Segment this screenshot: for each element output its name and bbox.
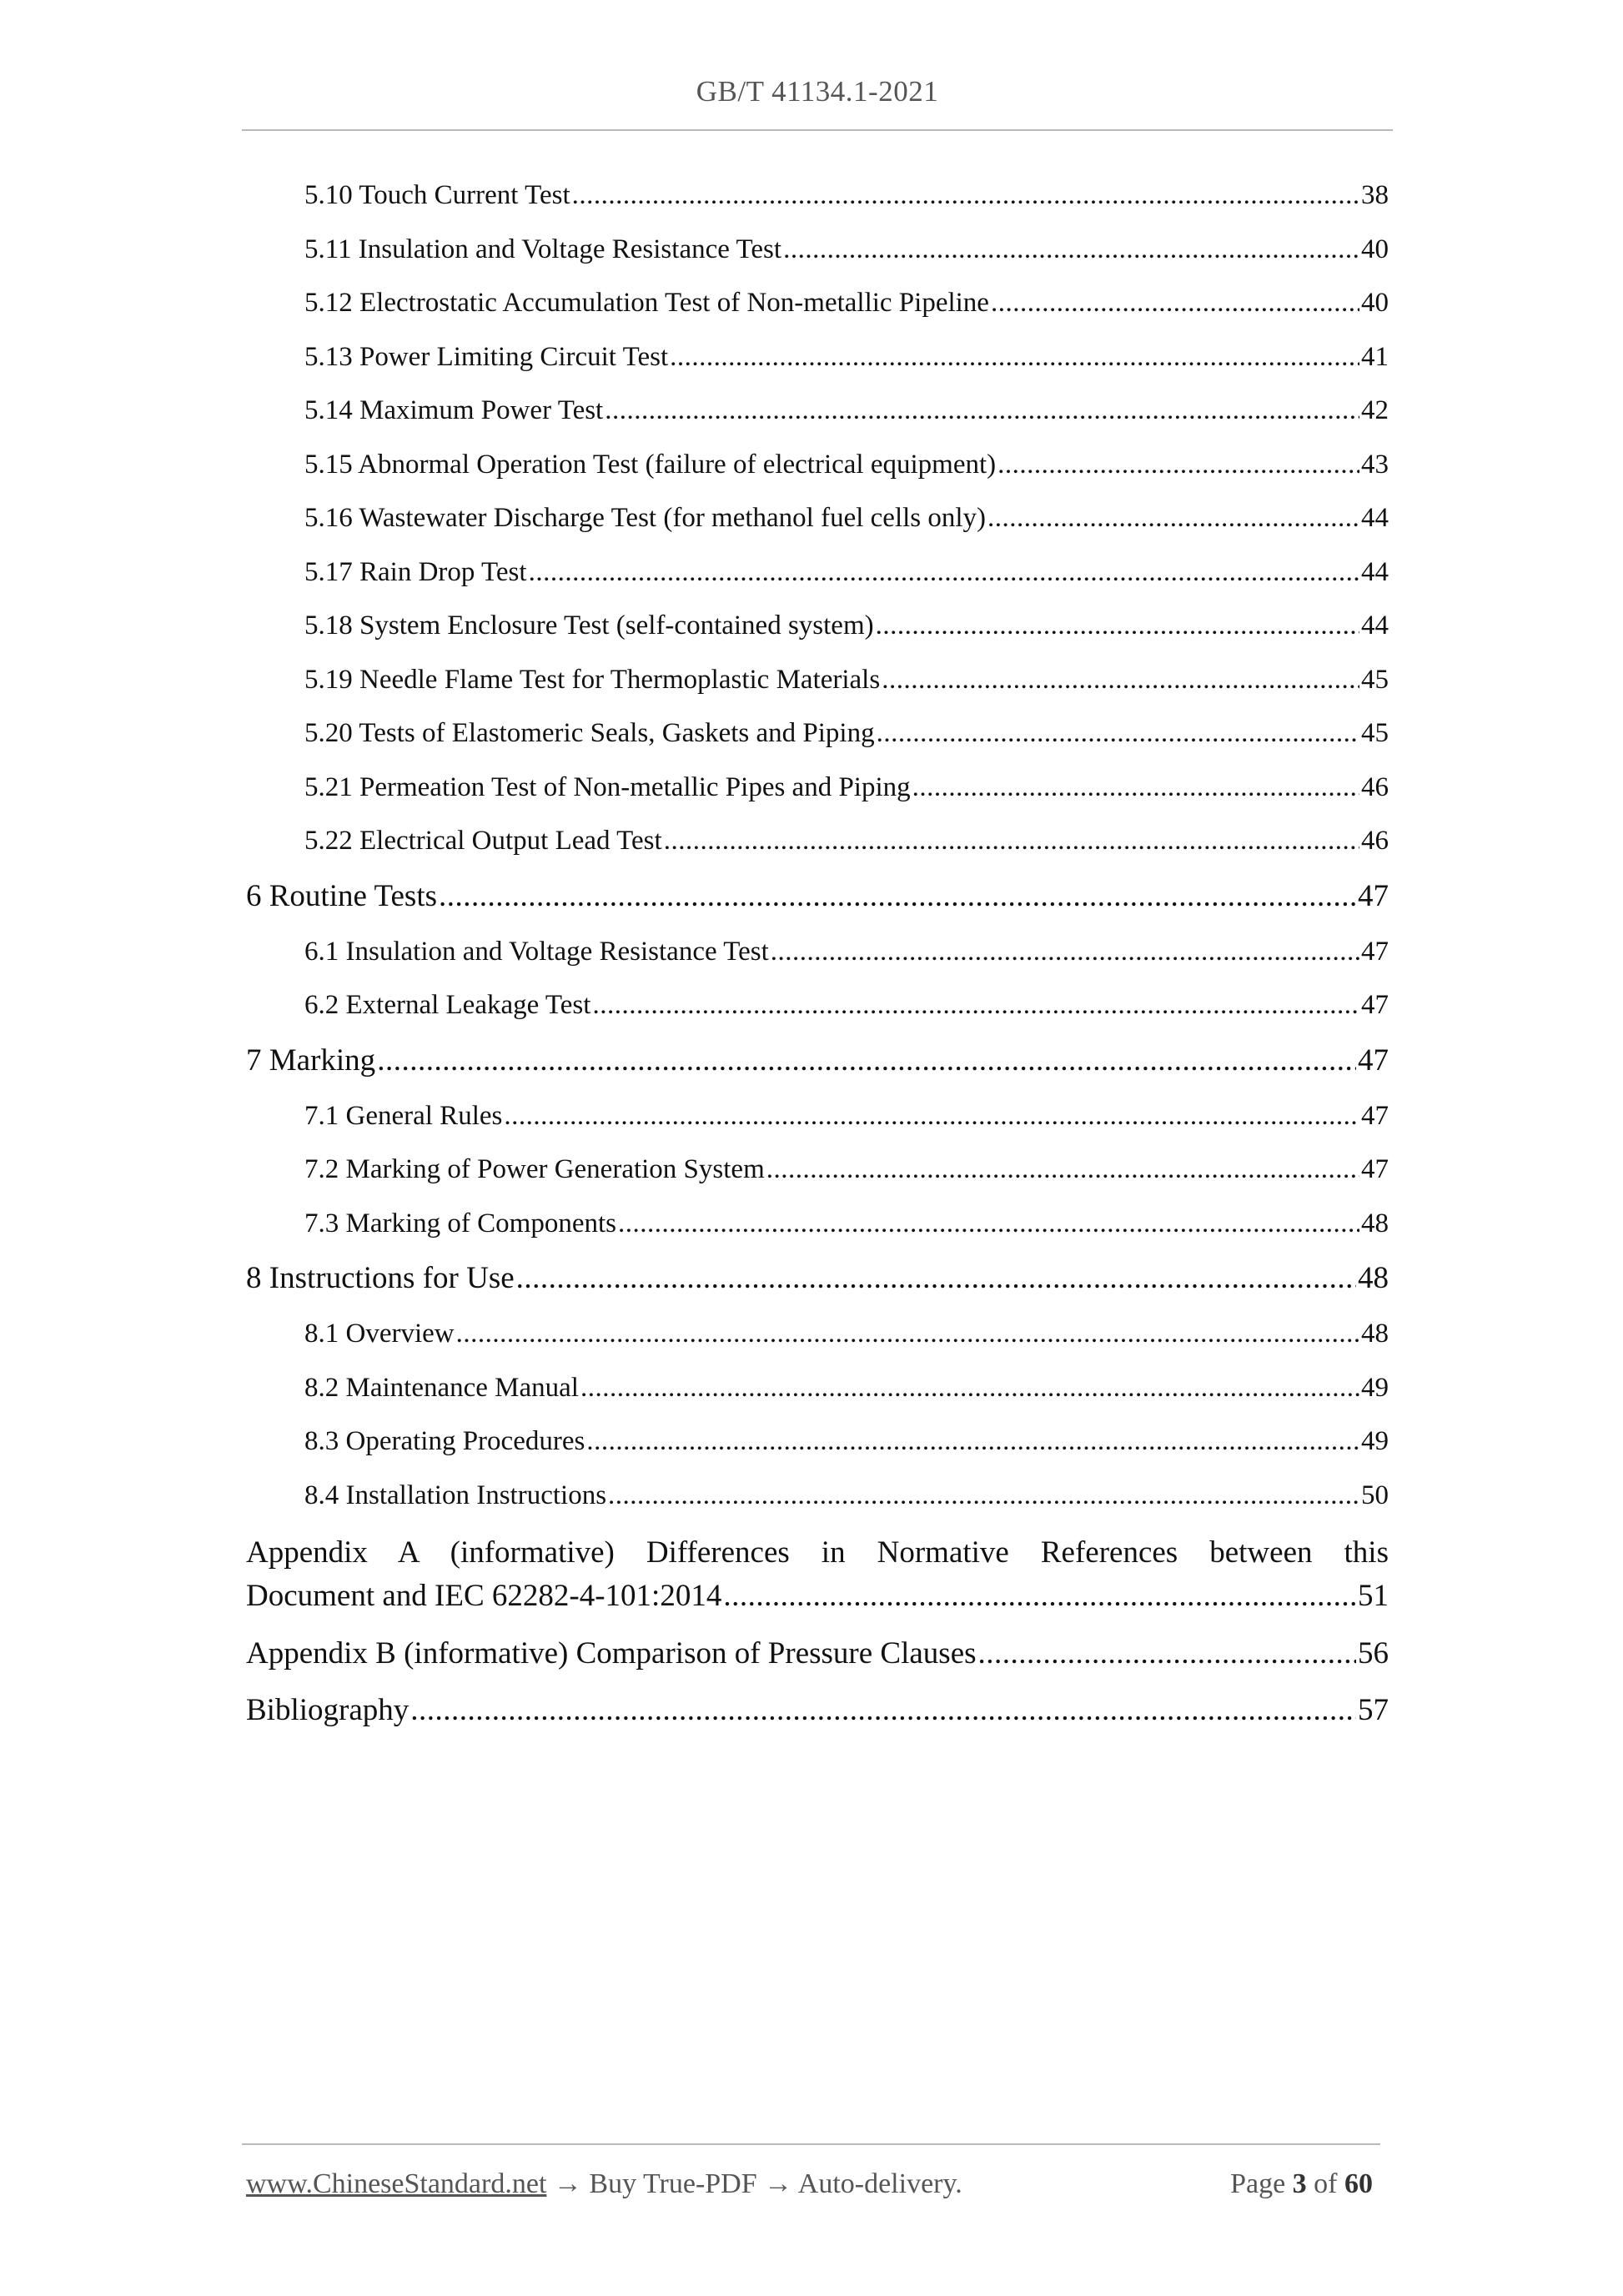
toc-entry-title: 8.3 Operating Procedures	[304, 1426, 585, 1456]
toc-entry-appendix-b[interactable]	[246, 1635, 1389, 1673]
toc-entry-page: 40	[1361, 288, 1389, 318]
toc-entry-5-19[interactable]	[246, 662, 1389, 697]
page-number	[1230, 2168, 1373, 2200]
toc-entry-8-1[interactable]	[246, 1316, 1389, 1351]
toc-entry-page: 46	[1361, 771, 1389, 802]
toc-entry-8-2[interactable]	[246, 1370, 1389, 1405]
toc-entry-5-13[interactable]	[246, 339, 1389, 374]
toc-entry-7-2[interactable]	[246, 1152, 1389, 1187]
toc-entry-page: 47	[1361, 1100, 1389, 1131]
toc-entry-title: 5.21 Permeation Test of Non-metallic Pipes and Piping	[304, 771, 911, 802]
page-current: 3	[1292, 2168, 1307, 2199]
toc-entry-bibliography[interactable]	[246, 1691, 1389, 1730]
toc-leader-dots	[912, 770, 1359, 805]
toc-leader-dots	[456, 1316, 1359, 1351]
toc-entry-title: 7 Marking	[246, 1042, 376, 1078]
toc-entry-title: 8.4 Installation Instructions	[304, 1480, 607, 1510]
toc-entry-page: 48	[1361, 1208, 1389, 1238]
toc-entry-page: 49	[1361, 1372, 1389, 1403]
page-total: 60	[1344, 2168, 1373, 2199]
toc-leader-dots	[877, 716, 1359, 751]
toc-entry-title: 7.3 Marking of Components	[304, 1208, 616, 1238]
toc-leader-dots	[410, 1691, 1356, 1730]
toc-entry-title: 5.20 Tests of Elastomeric Seals, Gaskets and Piping	[304, 718, 875, 748]
toc-leader-dots	[876, 608, 1359, 643]
toc-entry-title: 5.16 Wastewater Discharge Test (for methanol fuel cells only)	[304, 503, 987, 533]
toc-entry-title: 6.2 External Leakage Test	[304, 990, 591, 1020]
toc-entry-title: Bibliography	[246, 1693, 410, 1727]
toc-entry-5-14[interactable]	[246, 393, 1389, 428]
toc-entry-page: 49	[1361, 1426, 1389, 1456]
toc-entry-8[interactable]	[246, 1259, 1389, 1298]
toc-entry-page: 47	[1358, 878, 1389, 913]
toc-leader-dots	[529, 555, 1359, 590]
toc-entry-page: 45	[1361, 718, 1389, 748]
toc-leader-dots	[618, 1206, 1359, 1241]
toc-entry-7-3[interactable]	[246, 1206, 1389, 1241]
toc-entry-5-20[interactable]	[246, 716, 1389, 751]
toc-entry-page: 51	[1358, 1579, 1389, 1613]
toc-entry-title: 7.2 Marking of Power Generation System	[304, 1154, 765, 1184]
toc-entry-title: 6.1 Insulation and Voltage Resistance Test	[304, 936, 769, 967]
toc-entry-title: 5.15 Abnormal Operation Test (failure of electrical equipment)	[304, 449, 997, 480]
toc-leader-dots	[991, 285, 1359, 320]
buy-text: Buy True-PDF	[589, 2168, 757, 2199]
toc-entry-title: 8.2 Maintenance Manual	[304, 1372, 579, 1403]
toc-entry-title: 5.11 Insulation and Voltage Resistance Test	[304, 234, 782, 264]
toc-entry-page: 48	[1361, 1319, 1389, 1349]
toc-leader-dots	[670, 339, 1359, 374]
toc-leader-dots	[766, 1152, 1359, 1187]
toc-entry-page: 45	[1361, 664, 1389, 695]
toc-leader-dots	[664, 823, 1359, 858]
toc-entry-page: 41	[1361, 341, 1389, 372]
header-divider	[242, 129, 1393, 131]
footer-promo	[246, 2168, 962, 2200]
toc-entry-8-4[interactable]	[246, 1478, 1389, 1513]
toc-entry-page: 46	[1361, 826, 1389, 856]
toc-leader-dots	[608, 1478, 1359, 1513]
toc-entry-5-18[interactable]	[246, 608, 1389, 643]
toc-entry-title: 5.10 Touch Current Test	[304, 180, 570, 210]
toc-entry-title-line2: Document and IEC 62282-4-101:2014	[246, 1579, 722, 1613]
toc-entry-5-22[interactable]	[246, 823, 1389, 858]
page-word: Page	[1230, 2168, 1286, 2199]
footer-divider	[242, 2143, 1380, 2145]
toc-entry-title: Appendix B (informative) Comparison of Pressure Clauses	[246, 1636, 977, 1671]
toc-entry-title: 8 Instructions for Use	[246, 1261, 515, 1295]
toc-entry-page: 47	[1361, 936, 1389, 967]
toc-leader-dots	[592, 987, 1359, 1022]
toc-entry-title: 5.18 System Enclosure Test (self-contained system)	[304, 610, 874, 641]
toc-entry-title: 5.17 Rain Drop Test	[304, 556, 527, 587]
toc-entry-5-16[interactable]	[246, 500, 1389, 535]
toc-entry-appendix-a[interactable]	[246, 1531, 1389, 1618]
toc-entry-5-11[interactable]	[246, 232, 1389, 267]
toc-entry-page: 44	[1361, 503, 1389, 533]
toc-leader-dots	[586, 1424, 1359, 1459]
toc-entry-6-1[interactable]	[246, 934, 1389, 969]
toc-leader-dots	[580, 1370, 1359, 1405]
toc-entry-page: 47	[1358, 1042, 1389, 1078]
toc-entry-title: 5.12 Electrostatic Accumulation Test of Non-metallic Pipeline	[304, 288, 989, 318]
toc-entry-5-17[interactable]	[246, 555, 1389, 590]
toc-entry-8-3[interactable]	[246, 1424, 1389, 1459]
toc-entry-page: 42	[1361, 395, 1389, 425]
of-word: of	[1314, 2168, 1338, 2199]
toc-entry-page: 40	[1361, 234, 1389, 264]
toc-entry-5-10[interactable]	[246, 178, 1389, 213]
toc-entry-page: 47	[1361, 1154, 1389, 1184]
toc-entry-6[interactable]	[246, 877, 1389, 916]
toc-entry-page: 56	[1358, 1636, 1389, 1671]
toc-entry-page: 38	[1361, 180, 1389, 210]
toc-entry-title: 5.13 Power Limiting Circuit Test	[304, 341, 669, 372]
toc-leader-dots	[997, 447, 1359, 482]
table-of-contents	[246, 178, 1389, 1748]
document-header: GB/T 41134.1-2021	[696, 75, 939, 108]
toc-leader-dots	[572, 178, 1359, 213]
toc-leader-dots	[605, 393, 1359, 428]
toc-leader-dots	[504, 1098, 1359, 1133]
toc-leader-dots	[882, 662, 1359, 697]
toc-entry-page: 44	[1361, 610, 1389, 641]
toc-leader-dots	[783, 232, 1359, 267]
toc-entry-title-line1: Appendix A (informative) Differences in Normative References between this	[246, 1535, 1389, 1570]
toc-entry-page: 48	[1358, 1261, 1389, 1295]
toc-leader-dots	[516, 1259, 1356, 1298]
toc-entry-title: 5.19 Needle Flame Test for Thermoplastic Materials	[304, 664, 881, 695]
toc-entry-title: 5.14 Maximum Power Test	[304, 395, 604, 425]
toc-entry-page: 57	[1358, 1693, 1389, 1727]
toc-leader-dots	[978, 1635, 1356, 1673]
toc-entry-page: 44	[1361, 556, 1389, 587]
toc-leader-dots	[439, 877, 1356, 916]
toc-leader-dots	[771, 934, 1359, 969]
toc-entry-page: 43	[1361, 449, 1389, 480]
toc-entry-7-1[interactable]	[246, 1098, 1389, 1133]
toc-entry-title: 8.1 Overview	[304, 1319, 455, 1349]
toc-entry-title: 7.1 General Rules	[304, 1100, 503, 1131]
website-link[interactable]: www.ChineseStandard.net	[246, 2168, 547, 2199]
toc-leader-dots	[723, 1575, 1356, 1618]
toc-leader-dots	[987, 500, 1359, 535]
toc-entry-7[interactable]	[246, 1042, 1389, 1080]
arrow-right-icon: →	[553, 2168, 582, 2199]
toc-entry-5-12[interactable]	[246, 285, 1389, 320]
toc-leader-dots	[377, 1042, 1356, 1080]
delivery-text: Auto-delivery.	[797, 2168, 962, 2199]
toc-entry-page: 47	[1361, 990, 1389, 1020]
toc-entry-6-2[interactable]	[246, 987, 1389, 1022]
toc-entry-5-21[interactable]	[246, 770, 1389, 805]
toc-entry-title: 6 Routine Tests	[246, 878, 438, 913]
toc-entry-page: 50	[1361, 1480, 1389, 1510]
toc-entry-5-15[interactable]	[246, 447, 1389, 482]
toc-entry-title: 5.22 Electrical Output Lead Test	[304, 826, 662, 856]
arrow-right-icon: →	[764, 2168, 793, 2199]
